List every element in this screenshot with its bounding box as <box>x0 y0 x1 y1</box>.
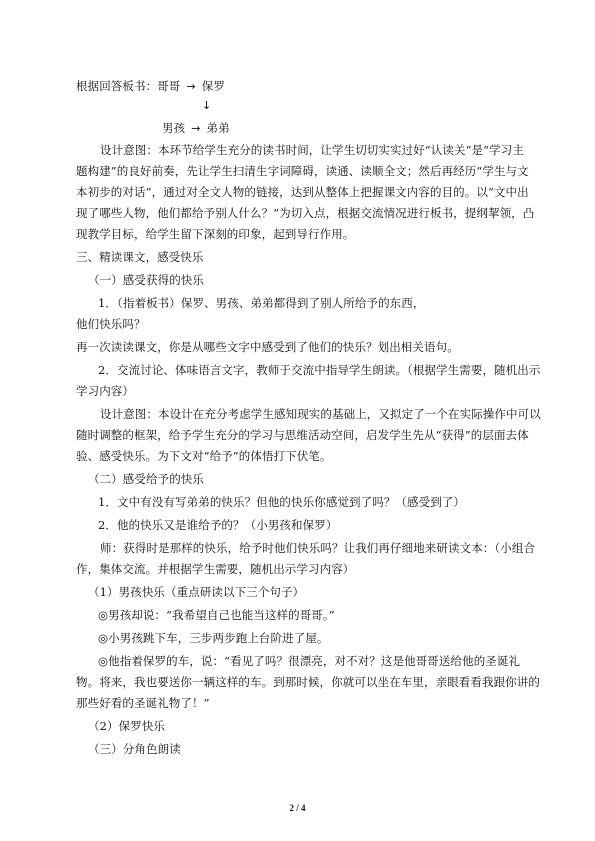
right-arrow-icon: → <box>191 122 201 135</box>
question-line: 1．文中有没有写弟弟的快乐？但他的快乐你感觉到了吗？（感受到了） <box>98 495 466 509</box>
design-intent-2-line: 设计意图：本设计在充分考虑学生感知现实的基础上，又拟定了一个在实际操作中可以 <box>100 407 541 421</box>
board-boy: 男孩 <box>162 121 186 135</box>
quote-line: 物。将来，我也要送你一辆这样的车。到那时候，你就可以坐在车里，亲眼看看我跟你讲的 <box>76 675 540 689</box>
teacher-line: 作，集体交流。并根据学生需要，随机出示学习内容） <box>76 562 355 576</box>
quote-line: 那些好看的圣诞礼物了！” <box>76 696 210 710</box>
quote-line: ◎男孩却说：“我希望自己也能当这样的哥哥。” <box>98 608 335 622</box>
design-intent-1-line: 题构建”的良好前奏，先让学生扫清生字词障碍，读通、读顺全文；然后再经历“学生与文 <box>76 164 529 178</box>
design-intent-1-line: 本初步的对话”，通过对全文人物的链接，达到从整体上把握课文内容的目的。以“文中出 <box>76 185 529 199</box>
down-arrow-icon: ↓ <box>202 99 212 112</box>
teacher-line: 师：获得时是那样的快乐，给予时他们快乐吗？让我们再仔细地来研读文本：（小组合 <box>100 541 536 555</box>
design-intent-1-line: 现了哪些人物，他们都给予别人什么？”为切入点，根据交流情况进行板书，提纲挈领，凸 <box>76 206 535 220</box>
subsection-heading: （二）感受给予的快乐 <box>88 472 204 486</box>
design-intent-1-line: 设计意图：本环节给学生充分的读书时间，让学生切切实实过好“认读关”是“学习主 <box>100 143 524 157</box>
item-2-line: 2．交流讨论、体味语言文字，教师于交流中指导学生朗读。（根据学生需要，随机出示 <box>98 363 541 377</box>
reread-instruction: 再一次读读课文，你是从哪些文字中感受到了他们的快乐？划出相关语句。 <box>76 340 459 354</box>
board-paul: 保罗 <box>201 79 225 93</box>
right-arrow-icon: → <box>186 80 196 93</box>
board-brother: 哥哥 <box>157 79 181 93</box>
board-lead: 根据回答板书： <box>76 79 158 93</box>
paul-happy-heading: （2）保罗快乐 <box>88 719 166 733</box>
quote-line: ◎小男孩跳下车，三步两步跑上台阶进了屋。 <box>98 631 329 645</box>
board-line-1 <box>76 78 225 95</box>
boy-happy-heading: （1）男孩快乐（重点研读以下三个句子） <box>88 585 305 599</box>
board-line-2 <box>162 120 230 137</box>
design-intent-1-line: 现教学目标，给学生留下深刻的印象，起到导行作用。 <box>76 227 355 241</box>
item-1-line: 他们快乐吗？ <box>76 317 146 331</box>
subsection-heading: （一）感受获得的快乐 <box>88 273 204 287</box>
design-intent-2-line: 验、感受快乐。为下文对“给予”的体悟打下伏笔。 <box>76 449 332 463</box>
page-number: 2 / 4 <box>289 803 306 813</box>
subsection-heading: （三）分角色朗读 <box>88 742 181 756</box>
item-2-line: 学习内容） <box>76 384 134 398</box>
quote-line: ◎他指着保罗的车，说：“看见了吗？很漂亮，对不对？这是他哥哥送给他的圣诞礼 <box>98 654 521 668</box>
item-1-line: 1．（指着板书）保罗、男孩、弟弟都得到了别人所给予的东西， <box>98 296 425 310</box>
question-line: 2．他的快乐又是谁给予的？（小男孩和保罗） <box>98 518 338 532</box>
section-heading: 三、精读课文，感受快乐 <box>76 250 204 264</box>
board-younger: 弟弟 <box>206 121 230 135</box>
design-intent-2-line: 随时调整的框架，给予学生充分的学习与思维活动空间，启发学生先从“获得”的层面去体 <box>76 428 529 442</box>
